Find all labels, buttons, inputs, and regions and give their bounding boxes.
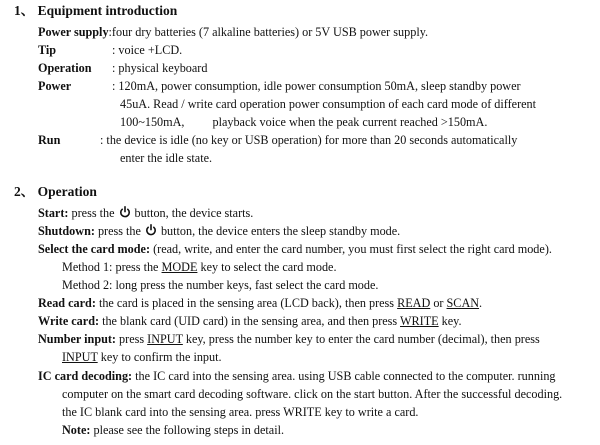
power-supply-label: Power supply [38, 25, 109, 39]
power-supply-text: :four dry batteries (7 alkaline batteries) or 5V USB power supply. [108, 25, 429, 39]
note-label: Note: [62, 423, 91, 437]
number-input-pre: press [119, 332, 145, 346]
input-key-label: INPUT [147, 332, 183, 346]
ic-decoding-line3: the IC blank card into the sensing area. press WRITE key to write a card. [62, 405, 419, 419]
read-card-post: . [479, 296, 483, 310]
power-row [38, 77, 521, 96]
read-card-label: Read card: [38, 296, 96, 310]
section1-title: 1、 Equipment introduction [14, 3, 178, 18]
number-input-line2-post: key to confirm the input. [100, 350, 222, 364]
power-text-line3b: playback voice when the peak current reached >150mA. [212, 115, 488, 129]
write-key-label: WRITE [400, 314, 439, 328]
start-post: button, the device starts. [134, 206, 254, 220]
shutdown-label: Shutdown: [38, 224, 95, 238]
shutdown-row [38, 222, 400, 241]
power-text-line1: : 120mA, power consumption, idle power consumption 50mA, sleep standby power [112, 79, 521, 93]
write-card-label: Write card: [38, 314, 100, 328]
operation-label: Operation [38, 61, 92, 75]
power-icon [119, 206, 131, 218]
shutdown-pre: press the [97, 224, 141, 238]
read-card-pre: the card is placed in the sensing area (LCD back), then press [98, 296, 395, 310]
mode-key-label: MODE [161, 260, 198, 274]
power-icon [145, 224, 157, 236]
method1-post: key to select the card mode. [200, 260, 337, 274]
method1-pre: Method 1: press the [62, 260, 159, 274]
power-supply-row [38, 23, 428, 42]
power-text-line3a: 100~150mA, [120, 115, 185, 129]
write-card-pre: the blank card (UID card) in the sensing area, and then press [102, 314, 398, 328]
ic-decoding-line2: computer on the smart card decoding software. click on the start button. After the successful decoding. [62, 387, 563, 401]
ic-decoding-label: IC card decoding: [38, 369, 133, 383]
select-mode-label: Select the card mode: [38, 242, 151, 256]
select-mode-text: (read, write, and enter the card number, you must first select the right card mode). [153, 242, 552, 256]
number-input-line2 [62, 348, 222, 367]
power-label: Power [38, 79, 72, 93]
note-text: please see the following steps in detail. [93, 423, 285, 437]
tip-row [38, 41, 182, 60]
ic-decoding-row [38, 367, 556, 386]
read-key-label: READ [397, 296, 431, 310]
read-card-mid: or [433, 296, 444, 310]
method2-row: Method 2: long press the number keys, fast select the card mode. [62, 278, 379, 292]
write-card-post: key. [441, 314, 462, 328]
method1-row [62, 258, 337, 277]
start-row [38, 204, 253, 223]
run-label: Run [38, 133, 61, 147]
number-input-row [38, 330, 540, 349]
shutdown-post: button, the device enters the sleep standby mode. [160, 224, 401, 238]
power-text-line3 [120, 113, 487, 132]
run-text-line1: : the device is idle (no key or USB operation) for more than 20 seconds automatically [100, 133, 518, 147]
ic-decoding-line1: the IC card into the sensing area. using USB cable connected to the computer. running [135, 369, 556, 383]
start-pre: press the [71, 206, 115, 220]
write-card-row [38, 312, 462, 331]
read-card-row [38, 294, 482, 313]
operation-row [38, 59, 207, 78]
run-row [38, 131, 517, 150]
section2-title: 2、 Operation [14, 184, 97, 199]
input-key-label-2: INPUT [62, 350, 98, 364]
run-text-line2: enter the idle state. [120, 151, 213, 165]
scan-key-label: SCAN [446, 296, 480, 310]
tip-text: : voice +LCD. [112, 43, 183, 57]
number-input-label: Number input: [38, 332, 116, 346]
note-row [62, 421, 284, 440]
tip-label: Tip [38, 43, 57, 57]
operation-text: : physical keyboard [112, 61, 208, 75]
number-input-post: key, press the number key to enter the card number (decimal), then press [185, 332, 540, 346]
power-text-line2: 45uA. Read / write card operation power consumption of each card mode of different [120, 97, 537, 111]
start-label: Start: [38, 206, 69, 220]
select-mode-row [38, 240, 552, 259]
